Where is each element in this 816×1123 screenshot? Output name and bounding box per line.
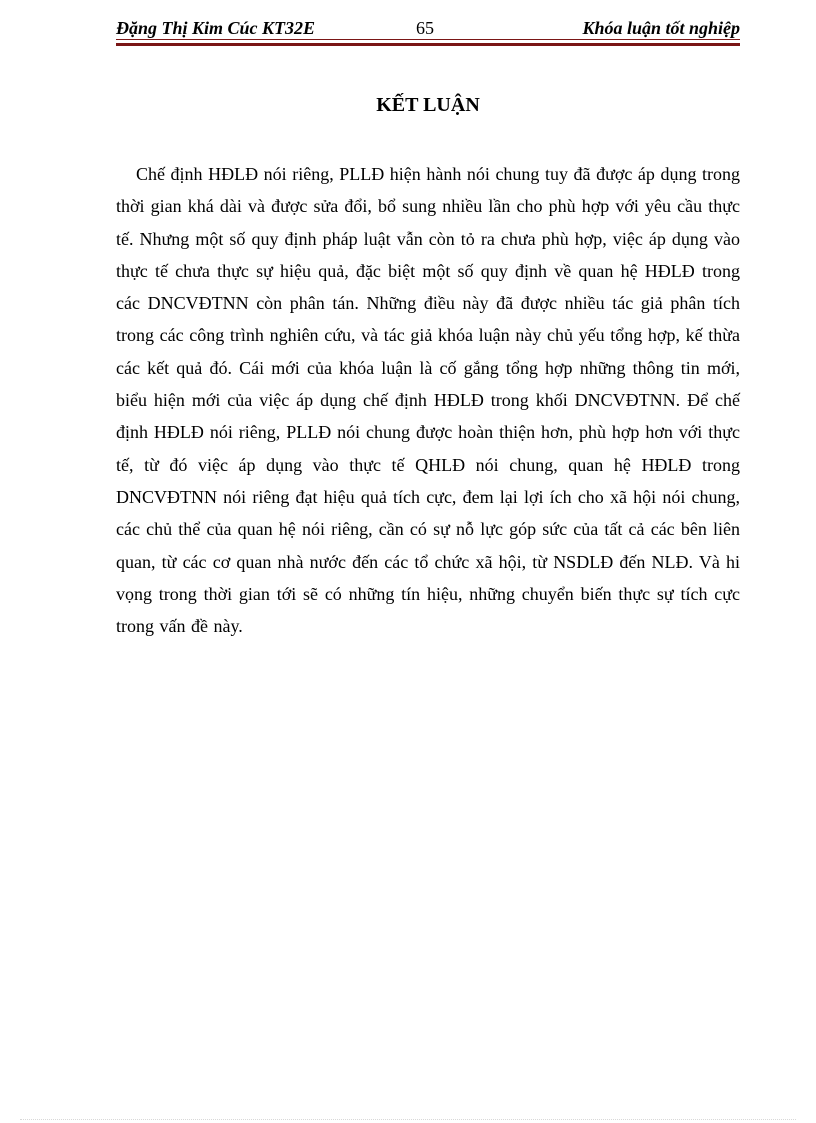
header-document-type: Khóa luận tốt nghiệp xyxy=(582,18,740,38)
header-rule-thin xyxy=(116,39,740,40)
footer-dotted-line xyxy=(20,1119,796,1120)
page-number: 65 xyxy=(416,18,434,38)
section-title: KẾT LUẬN xyxy=(376,94,480,116)
header-author: Đặng Thị Kim Cúc KT32E xyxy=(116,18,316,38)
header-rule-thick xyxy=(116,43,740,46)
conclusion-paragraph: Chế định HĐLĐ nói riêng, PLLĐ hiện hành nói chung tuy đã được áp dụng trong thời gian khá dài và được sửa đổi, bổ sung nhiều lần cho phù hợp với yêu cầu thực tế. Nhưng một số quy định pháp luật vẫn còn tỏ ra chưa phù hợp, việc áp dụng vào thực tế chưa thực sự hiệu quả, đặc biệt một số quy định về quan hệ HĐLĐ trong các DNCVĐTNN còn phân tán. Những điều này đã được nhiều tác giả phân tích trong các công trình nghiên cứu, và tác giả khóa luận này chủ yếu tổng hợp, kế thừa các kết quả đó. Cái mới của khóa luận là cố gắng tổng hợp những thông tin mới, biểu hiện mới của việc áp dụng chế định HĐLĐ trong khối DNCVĐTNN. Để chế định HĐLĐ nói riêng, PLLĐ nói chung được hoàn thiện hơn, phù hợp hơn với thực tế, từ đó việc áp dụng vào thực tế QHLĐ nói chung, quan hệ HĐLĐ trong DNCVĐTNN nói riêng đạt hiệu quả tích cực, đem lại lợi ích cho xã hội nói chung, các chủ thể của quan hệ nói riêng, cần có sự nỗ lực góp sức của tất cả các bên liên quan, từ các cơ quan nhà nước đến các tổ chức xã hội, từ NSDLĐ đến NLĐ. Và hi vọng trong thời gian tới sẽ có những tín hiệu, những chuyển biến thực sự tích cực trong vấn đề này. xyxy=(116,164,740,637)
